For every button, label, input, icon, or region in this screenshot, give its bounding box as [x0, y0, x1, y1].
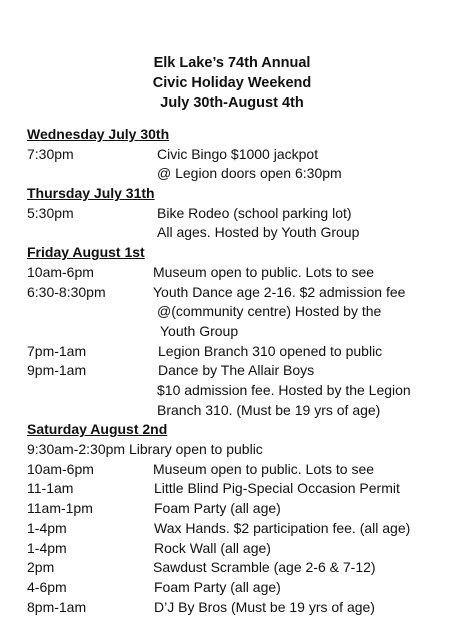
- event-time: 6:30-8:30pm: [27, 283, 106, 300]
- event-description: Dance by The Allair Boys: [158, 362, 315, 379]
- schedule-row: [27, 598, 457, 617]
- event-title: [0, 53, 464, 113]
- event-time: 10am-6pm: [27, 263, 94, 280]
- event-time: 8pm-1am: [27, 598, 87, 615]
- event-time: 1-4pm: [27, 519, 67, 536]
- day-heading: Saturday August 2nd: [27, 421, 168, 438]
- event-description: $10 admission fee. Hosted by the Legion: [157, 381, 411, 398]
- event-description: Youth Group: [160, 322, 239, 339]
- event-description: Civic Bingo $1000 jackpot: [157, 145, 319, 162]
- event-description: Foam Party (all age): [154, 578, 281, 595]
- event-description: D’J By Bros (Must be 19 yrs of age): [154, 598, 375, 615]
- event-description: Museum open to public. Lots to see: [153, 263, 375, 280]
- event-time: 4-6pm: [27, 578, 67, 595]
- schedule-row: [27, 283, 457, 303]
- event-description: Branch 310. (Must be 19 yrs of age): [157, 401, 381, 418]
- schedule-row: [27, 164, 457, 184]
- event-description: Foam Party (all age): [154, 500, 281, 517]
- event-description: Bike Rodeo (school parking lot): [157, 204, 352, 221]
- title-line-3: July 30th-August 4th: [160, 95, 304, 111]
- title-line-2: Civic Holiday Weekend: [152, 75, 312, 91]
- title-line-1: Elk Lake’s 74th Annual: [153, 55, 311, 71]
- schedule-row: [27, 479, 457, 499]
- event-time: 7:30pm: [27, 145, 74, 162]
- event-description: Museum open to public. Lots to see: [153, 460, 375, 477]
- schedule-row: [27, 361, 457, 381]
- day-heading: Thursday July 31th: [27, 185, 155, 202]
- event-description: Legion Branch 310 opened to public: [158, 342, 383, 359]
- schedule-row: [27, 460, 457, 480]
- event-time: 9pm-1am: [27, 362, 87, 379]
- schedule-row: [27, 204, 457, 224]
- event-time: 9:30am-2:30pm Library open to public: [27, 441, 263, 458]
- schedule-row: [27, 401, 457, 421]
- event-description: @(community centre) Hosted by the: [157, 303, 382, 320]
- event-description: Little Blind Pig-Special Occasion Permit: [154, 480, 400, 497]
- schedule-row: [27, 381, 457, 401]
- schedule-row: [27, 499, 457, 519]
- schedule: [27, 125, 457, 617]
- event-time: 10am-6pm: [27, 460, 94, 477]
- event-description: Rock Wall (all age): [154, 539, 271, 556]
- schedule-row: [27, 145, 457, 165]
- event-time: 1-4pm: [27, 539, 67, 556]
- schedule-row: [27, 263, 457, 283]
- event-description: Sawdust Scramble (age 2-6 & 7-12): [153, 559, 376, 576]
- event-description: @ Legion doors open 6:30pm: [157, 165, 342, 182]
- schedule-row: [27, 578, 457, 598]
- event-time: 5:30pm: [27, 204, 74, 221]
- schedule-row: [27, 539, 457, 559]
- day-heading: Wednesday July 30th: [27, 126, 170, 142]
- event-time: 11-1am: [27, 480, 74, 497]
- event-description: Wax Hands. $2 participation fee. (all age): [154, 519, 411, 536]
- schedule-row: [27, 519, 457, 539]
- day-heading: Friday August 1st: [27, 244, 145, 261]
- event-time: 11am-1pm: [27, 500, 93, 517]
- schedule-row: [27, 322, 457, 342]
- event-time: 2pm: [27, 559, 55, 576]
- schedule-row: [27, 302, 457, 322]
- schedule-row: [27, 342, 457, 362]
- schedule-row: [27, 558, 457, 578]
- event-description: All ages. Hosted by Youth Group: [157, 224, 360, 241]
- schedule-row: [27, 440, 457, 460]
- event-description: Youth Dance age 2-16. $2 admission fee: [153, 283, 406, 300]
- event-time: 7pm-1am: [27, 342, 87, 359]
- schedule-row: [27, 223, 457, 243]
